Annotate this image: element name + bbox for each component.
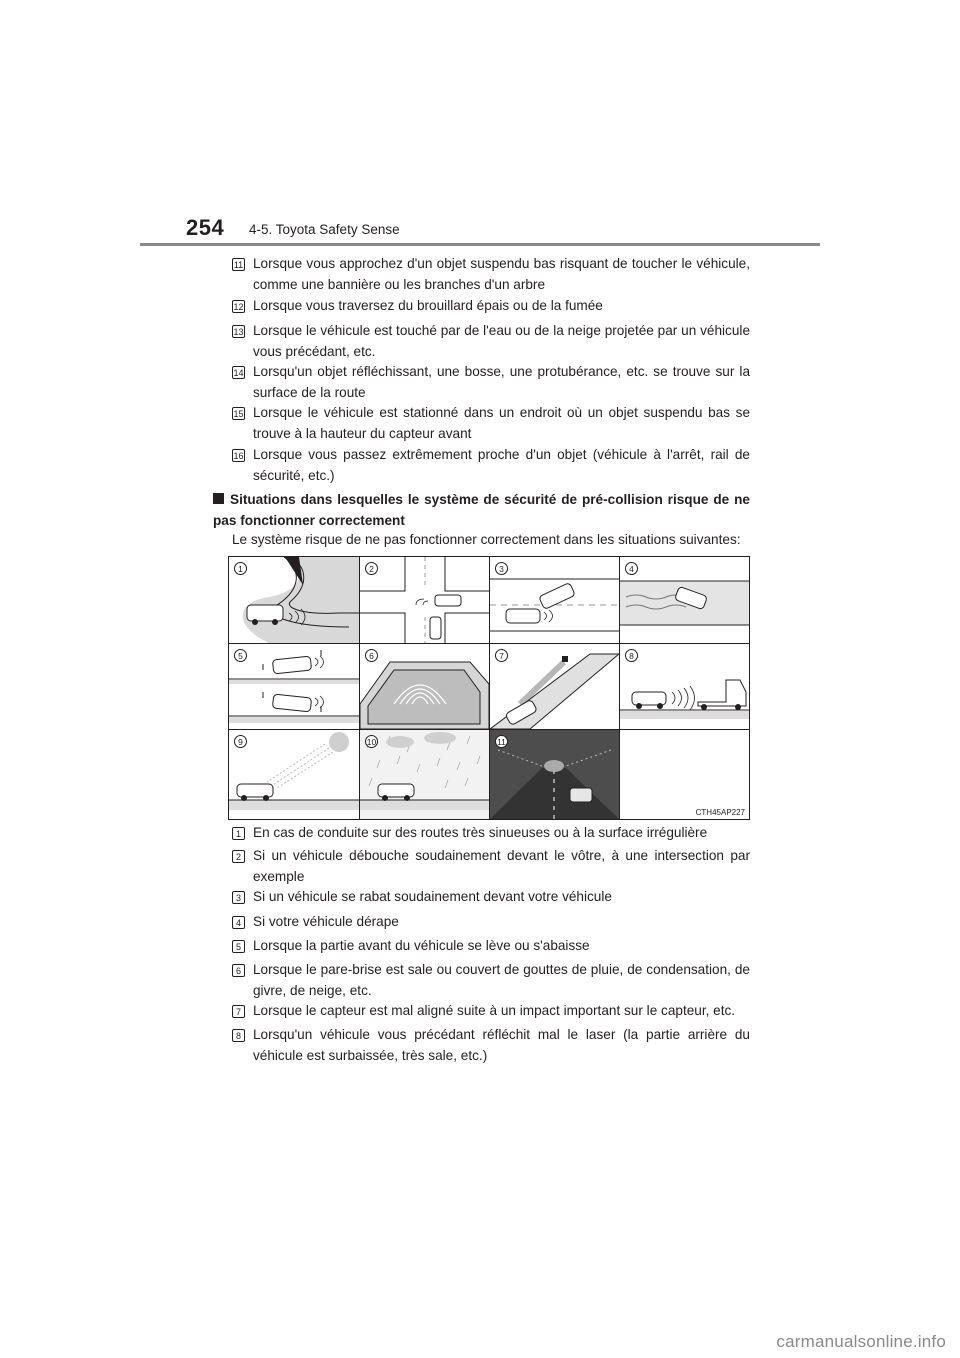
list-item — [232, 912, 750, 933]
list-item — [232, 887, 750, 908]
item-number: 16 — [233, 451, 244, 461]
watermark: carmanualsonline.info — [776, 1332, 946, 1351]
item-text: Lorsque vous approchez d'un objet suspendu bas risquant de toucher le véhicule, comme une bannière ou les branches d'un arbre — [253, 256, 750, 292]
item-number: 5 — [232, 940, 245, 953]
item-text: Lorsque la partie avant du véhicule se lève ou s'abaisse — [253, 938, 590, 953]
page-number: 254 — [186, 215, 225, 240]
bullet-square-icon — [213, 493, 224, 504]
item-number: 3 — [232, 891, 245, 904]
figure-label: 8 — [625, 649, 638, 662]
list-item — [232, 1025, 750, 1066]
item-number: 11 — [233, 260, 244, 270]
item-text: Lorsque vous passez extrêmement proche d'un objet (véhicule à l'arrêt, rail de sécurité, etc.) — [253, 447, 750, 483]
item-text: En cas de conduite sur des routes très sinueuses ou à la surface irrégulière — [253, 825, 708, 840]
figure-code: CTH45AP227 — [695, 808, 745, 817]
item-number: 1 — [232, 827, 245, 840]
item-text: Si un véhicule débouche soudainement devant le vôtre, à une intersection par exemple — [253, 848, 750, 884]
figure-label: 9 — [234, 735, 247, 748]
item-number: 15 — [233, 409, 244, 419]
item-text: Lorsque vous traversez du brouillard épais ou de la fumée — [253, 298, 603, 313]
figure-label: 2 — [365, 562, 378, 575]
figure-cell-9 — [229, 730, 359, 819]
figure-label: 3 — [495, 562, 508, 575]
figure-cell-1 — [229, 557, 359, 643]
subsection-heading: Situations dans lesquelles le système de sécurité de pré-collision risque de ne pas fonctionner correctement — [213, 492, 750, 528]
item-text: Si un véhicule se rabat soudainement devant votre véhicule — [253, 889, 612, 904]
list-item — [232, 846, 750, 887]
intro-text: Le système risque de ne pas fonctionner correctement dans les situations suivantes: — [232, 532, 741, 547]
figure-cell-6 — [360, 644, 489, 729]
item-number: 14 — [233, 368, 244, 378]
list-item — [232, 960, 750, 1001]
figure-cell-empty — [620, 730, 749, 819]
list-item — [232, 1001, 750, 1022]
figure-label: 11 — [495, 735, 508, 748]
figure-label: 1 — [234, 562, 247, 575]
figure-cell-4 — [620, 557, 749, 643]
item-number: 2 — [232, 850, 245, 863]
figure-label: 4 — [625, 562, 638, 575]
figure-cell-5 — [229, 644, 359, 729]
item-text: Lorsque le véhicule est stationné dans un endroit où un objet suspendu bas se trouve à la hauteur du capteur avant — [253, 405, 750, 441]
item-text: Lorsqu'un objet réfléchissant, une bosse, une protubérance, etc. se trouve sur la surface de la route — [253, 364, 750, 400]
list-item — [232, 321, 750, 362]
item-number: 7 — [232, 1005, 245, 1018]
list-item — [232, 296, 750, 317]
item-number: 13 — [233, 327, 244, 337]
item-text: Lorsque le véhicule est touché par de l'eau ou de la neige projetée par un véhicule vous précédant, etc. — [253, 323, 750, 359]
figure-cell-2 — [360, 557, 489, 643]
item-text: Si votre véhicule dérape — [253, 914, 399, 929]
figure-cell-10 — [360, 730, 489, 819]
list-item — [232, 254, 750, 295]
figure-label: 6 — [365, 649, 378, 662]
item-text: Lorsque le pare-brise est sale ou couvert de gouttes de pluie, de condensation, de givre, de neige, etc. — [253, 962, 750, 998]
list-item — [232, 445, 750, 486]
figure-cell-3 — [490, 557, 619, 643]
item-text: Lorsqu'un véhicule vous précédant réfléchit mal le laser (la partie arrière du véhicule est surbaissée, très sale, etc.) — [253, 1027, 750, 1063]
section-title: 4-5. Toyota Safety Sense — [249, 222, 400, 237]
figure-label: 7 — [495, 649, 508, 662]
item-number: 4 — [232, 916, 245, 929]
page-header — [0, 0, 960, 250]
figure-cell-7 — [490, 644, 619, 729]
item-text: Lorsque le capteur est mal aligné suite à un impact important sur le capteur, etc. — [253, 1003, 736, 1018]
illustration-figure — [228, 556, 750, 820]
figure-label: 10 — [366, 737, 377, 747]
list-item — [232, 403, 750, 444]
figure-cell-11 — [490, 730, 619, 819]
list-item — [232, 936, 750, 957]
item-number: 12 — [233, 302, 244, 312]
header-rule — [140, 243, 820, 246]
list-item — [232, 823, 750, 844]
item-number: 6 — [232, 964, 245, 977]
figure-cell-8 — [620, 644, 749, 729]
item-number: 8 — [232, 1029, 245, 1042]
list-item — [232, 362, 750, 403]
figure-label: 5 — [234, 649, 247, 662]
